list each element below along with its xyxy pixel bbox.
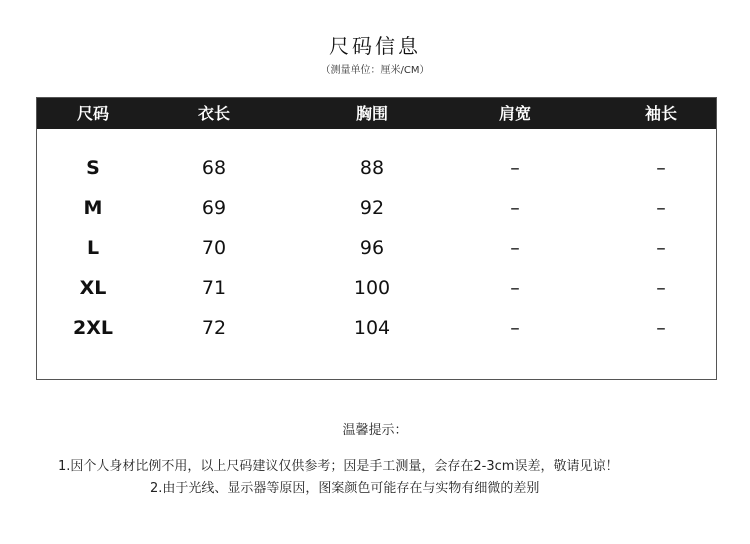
header-length: 衣长 [197, 104, 230, 123]
chest-cell: 96 [359, 237, 385, 259]
sleeve-cell: – [656, 237, 666, 259]
shoulder-cell: – [510, 237, 520, 259]
length-cell: 68 [201, 157, 227, 179]
tips-title: 温馨提示： [342, 423, 408, 438]
table-row [37, 273, 716, 303]
table-row [37, 313, 716, 343]
tip-note-1: 1.因个人身材比例不用，以上尺码建议仅供参考；因是手工测量，会存在2-3cm误差，敬请见谅！ [58, 459, 619, 474]
size-cell: M [83, 197, 103, 219]
sleeve-cell: – [656, 197, 666, 219]
length-cell: 69 [201, 197, 227, 219]
shoulder-cell: – [510, 317, 520, 339]
header-sleeve: 袖长 [644, 104, 677, 123]
header-chest: 胸围 [355, 104, 388, 123]
length-cell: 72 [201, 317, 227, 339]
shoulder-cell: – [510, 197, 520, 219]
chest-cell: 88 [359, 157, 385, 179]
size-cell: XL [79, 277, 107, 299]
chest-cell: 104 [353, 317, 391, 339]
table-row [37, 153, 716, 183]
sleeve-cell: – [656, 317, 666, 339]
size-table [36, 97, 717, 380]
size-cell: S [86, 157, 100, 179]
shoulder-cell: – [510, 277, 520, 299]
length-cell: 70 [201, 237, 227, 259]
length-cell: 71 [201, 277, 227, 299]
page-title: 尺码信息 [329, 34, 421, 58]
sleeve-cell: – [656, 157, 666, 179]
chest-cell: 100 [353, 277, 391, 299]
shoulder-cell: – [510, 157, 520, 179]
header-shoulder: 肩宽 [498, 104, 531, 123]
size-cell: L [86, 237, 100, 259]
table-header [37, 98, 716, 129]
chest-cell: 92 [359, 197, 385, 219]
table-row [37, 193, 716, 223]
sleeve-cell: – [656, 277, 666, 299]
table-row [37, 233, 716, 263]
header-size: 尺码 [76, 104, 109, 123]
size-cell: 2XL [73, 317, 113, 339]
tip-note-2: 2.由于光线、显示器等原因，图案颜色可能存在与实物有细微的差别 [150, 481, 540, 496]
page-subtitle: （测量单位：厘米/CM） [320, 65, 430, 76]
